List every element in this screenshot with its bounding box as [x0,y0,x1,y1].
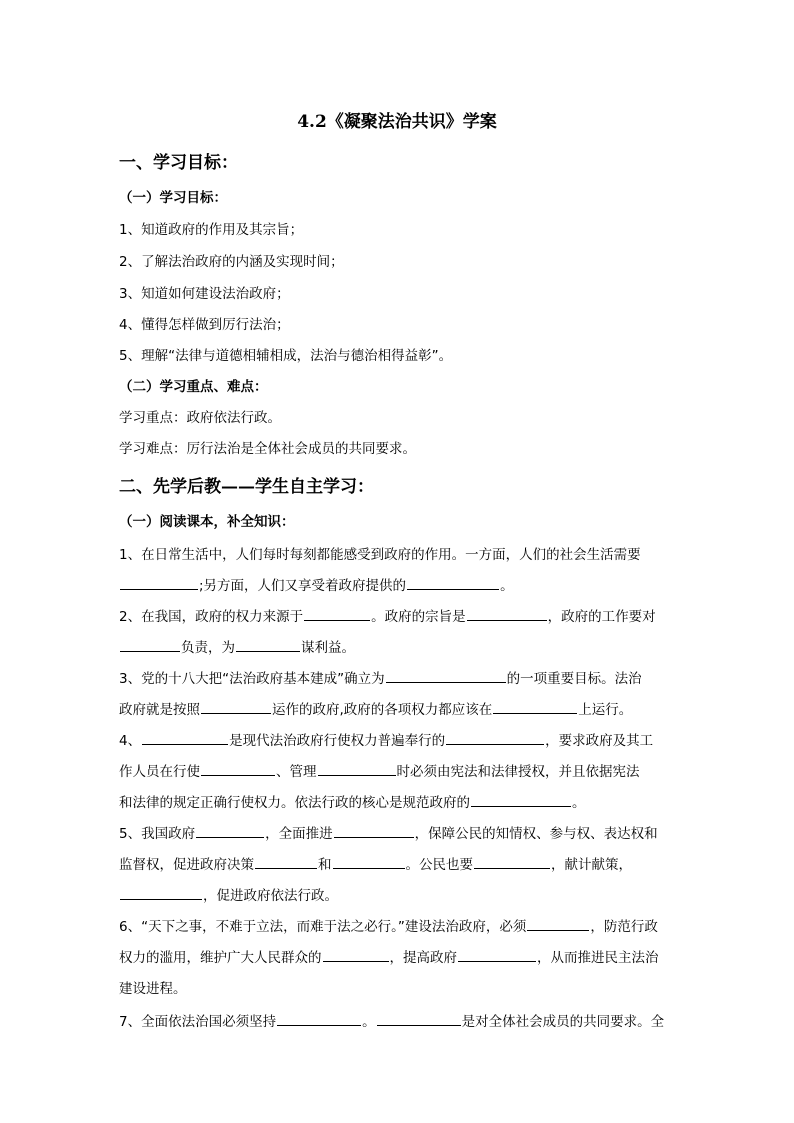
fill-blank[interactable] [458,949,536,962]
difficult-point: 学习难点：厉行法治是全体社会成员的共同要求。 [119,441,416,457]
fill-blank[interactable] [493,701,577,714]
fill-blank[interactable] [377,1013,461,1026]
fill-blank[interactable] [120,577,198,590]
question-4-line-3: 和法律的规定正确行使权力。依法行政的核心是规范政府的 。 [119,795,586,811]
goal-item: 3、知道如何建设法治政府； [119,286,290,302]
fill-blank[interactable] [446,732,544,745]
goal-item: 5、理解“法律与道德相辅相成，法治与德治相得益彰”。 [119,348,453,364]
fill-blank[interactable] [467,608,547,621]
fill-blank[interactable] [318,763,396,776]
question-4-line-2: 作人员在行使 、管理 时必须由宪法和法律授权，并且依据宪法 [119,764,640,780]
question-7-line-1: 7、全面依法治国必须坚持 。 是对全体社会成员的共同要求。全 [119,1014,665,1030]
fill-blank[interactable] [334,825,414,838]
question-6-line-1: 6、“天下之事，不难于立法，而难于法之必行。”建设法治政府，必须 ，防范行政 [119,919,658,935]
fill-blank[interactable] [120,887,202,900]
fill-blank[interactable] [474,856,550,869]
fill-blank[interactable] [236,639,300,652]
subheading-reading: （一）阅读课本，补全知识： [119,514,295,530]
fill-blank[interactable] [201,763,275,776]
question-3-line-2: 政府就是按照 运作的政府,政府的各项权力都应该在 上运行。 [119,702,633,718]
question-5-line-3: ，促进政府依法行政。 [119,884,338,904]
fill-blank[interactable] [196,825,264,838]
page-title: 4.2《凝聚法治共识》学案 [297,112,497,132]
fill-blank[interactable] [323,949,389,962]
fill-blank[interactable] [277,1013,361,1026]
subheading-goals: （一）学习目标： [119,190,227,206]
fill-blank[interactable] [333,856,405,869]
question-4-line-1: 4、 是现代法治政府行使权力普遍奉行的 ，要求政府及其工 [119,733,654,749]
section-heading-2: 二、先学后教——学生自主学习： [119,477,374,497]
question-5-line-2: 监督权，促进政府决策 和 。公民也要 ，献计献策， [119,857,632,873]
fill-blank[interactable] [120,639,180,652]
key-point: 学习重点：政府依法行政。 [119,410,281,426]
fill-blank[interactable] [201,701,271,714]
question-1-line-2: ;另方面，人们又享受着政府提供的 。 [119,574,514,594]
question-2-line-1: 2、在我国，政府的权力来源于 。政府的宗旨是 ，政府的工作要对 [119,609,656,625]
fill-blank[interactable] [142,732,228,745]
question-2-line-2: 负责，为 谋利益。 [119,636,355,656]
fill-blank[interactable] [527,918,589,931]
goal-item: 1、知道政府的作用及其宗旨； [119,222,304,238]
goal-item: 4、懂得怎样做到厉行法治； [119,317,290,333]
goal-item: 2、了解法治政府的内涵及实现时间； [119,254,344,270]
fill-blank[interactable] [386,670,506,683]
fill-blank[interactable] [255,856,317,869]
section-heading-1: 一、学习目标： [119,153,238,173]
question-1-line-1: 1、在日常生活中，人们每时每刻都能感受到政府的作用。一方面，人们的社会生活需要 [119,547,641,563]
fill-blank[interactable] [304,608,370,621]
subheading-key-points: （二）学习重点、难点： [119,379,268,395]
fill-blank[interactable] [471,794,571,807]
fill-blank[interactable] [407,577,499,590]
question-3-line-1: 3、党的十八大把“法治政府基本建成”确立为 的一项重要目标。法治 [119,671,642,687]
question-6-line-3: 建设进程。 [119,981,187,997]
question-6-line-2: 权力的滥用，维护广大人民群众的 ，提高政府 ，从而推进民主法治 [119,950,659,966]
question-5-line-1: 5、我国政府 ，全面推进 ，保障公民的知情权、参与权、表达权和 [119,826,658,842]
